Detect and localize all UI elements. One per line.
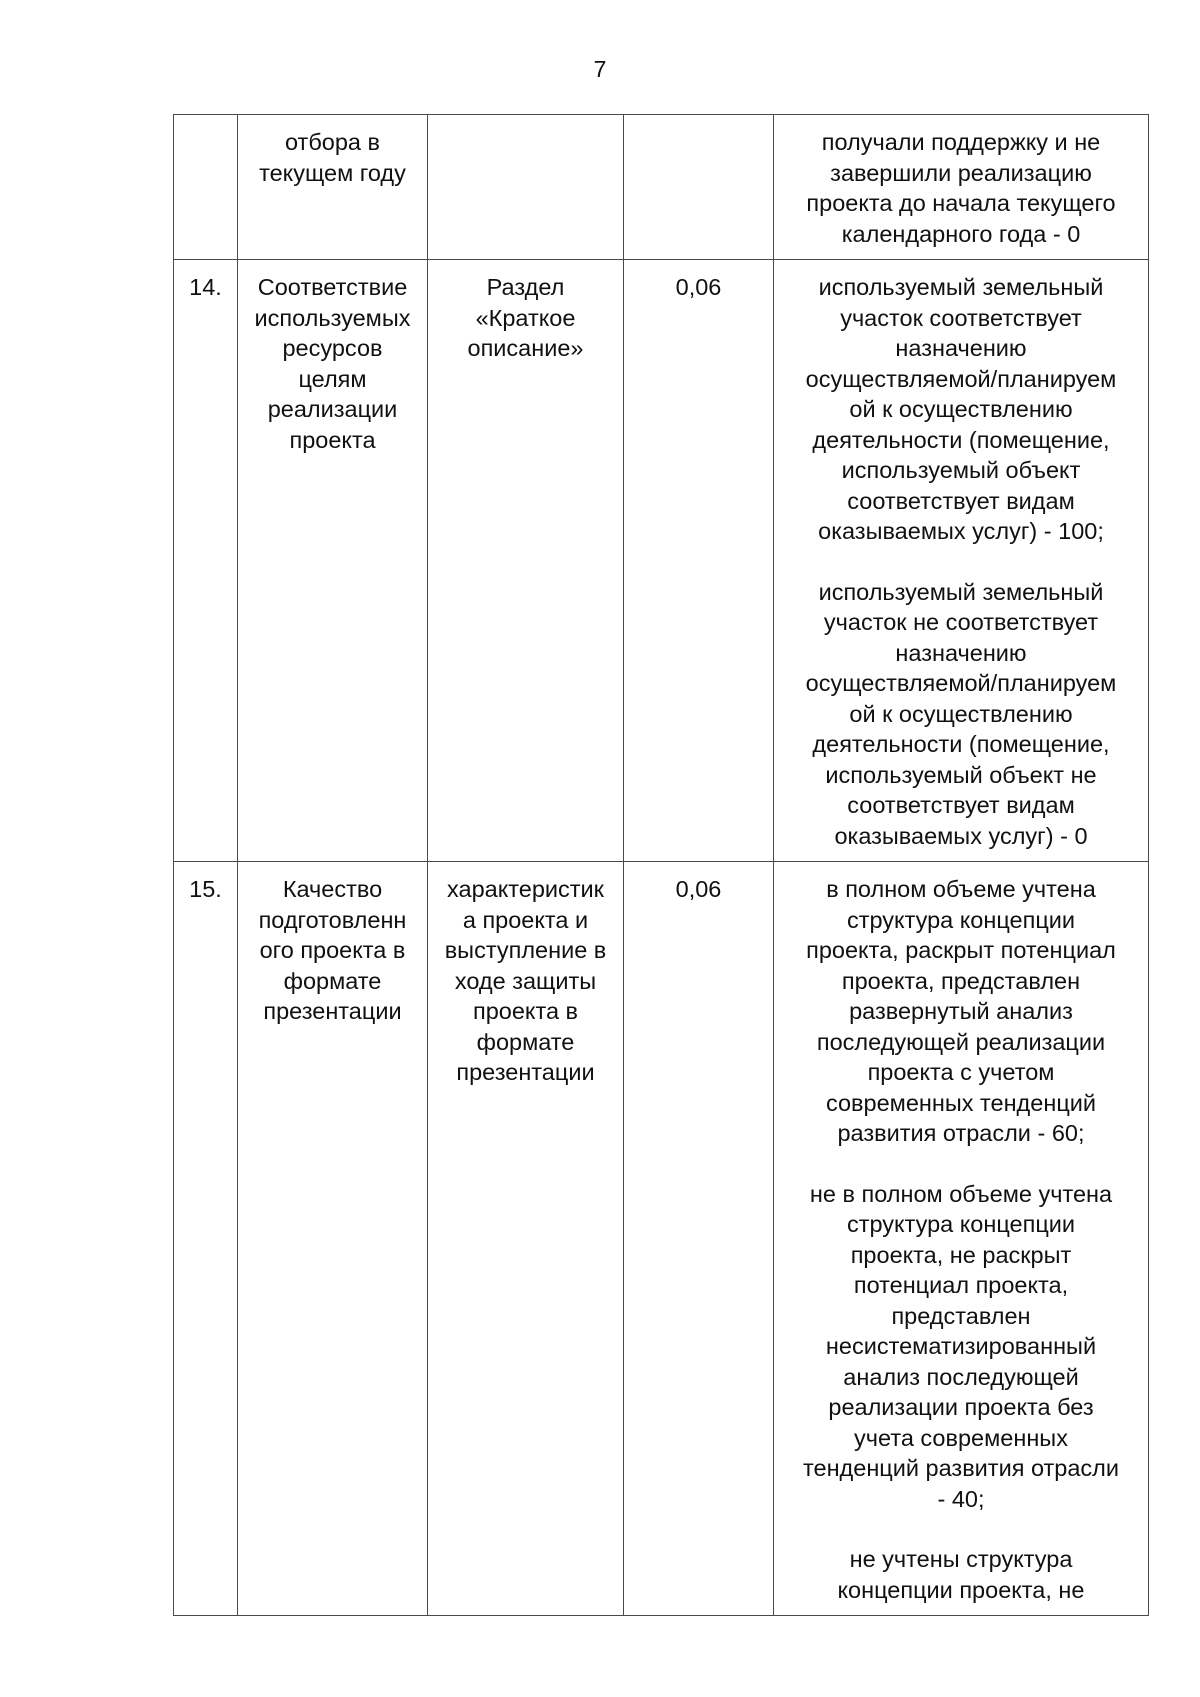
text-line: современных тенденций xyxy=(825,1089,1097,1116)
text-line: выступление в xyxy=(444,937,607,963)
text-line: ой к осуществлению xyxy=(849,700,1073,727)
text-line: подготовленн xyxy=(258,906,407,933)
text-line: Соответствие xyxy=(257,274,408,300)
scoring-paragraph xyxy=(778,1544,1144,1605)
text-line: используемый земельный xyxy=(818,578,1104,605)
source-cell xyxy=(428,862,624,1616)
text-line: проекта, раскрыт потенциал xyxy=(806,937,1116,963)
text-line: ходе защиты xyxy=(454,967,597,994)
text-line: проекта, представлен xyxy=(841,967,1081,994)
row-number-cell: 15. xyxy=(174,862,238,1616)
row-number-cell xyxy=(174,115,238,260)
text-line: получали поддержку и не xyxy=(821,129,1101,155)
scoring-paragraph xyxy=(778,127,1144,249)
criteria-table xyxy=(173,114,1149,1616)
text-line: формате xyxy=(476,1028,575,1055)
text-line: презентации xyxy=(263,998,402,1024)
text-line: развития отрасли - 60; xyxy=(837,1120,1085,1146)
scoring-cell xyxy=(774,260,1149,862)
text-line: реализации xyxy=(267,396,398,422)
scoring-paragraph xyxy=(778,874,1144,1149)
text-line: отбора в xyxy=(285,129,380,155)
text-line: участок соответствует xyxy=(840,304,1082,331)
table-row xyxy=(174,115,1149,260)
text-line: формате xyxy=(283,967,382,994)
text-line: деятельности (помещение, xyxy=(812,426,1110,453)
text-line: проекта до начала текущего xyxy=(806,190,1116,216)
text-line: назначению xyxy=(895,335,1027,361)
text-line: проекта xyxy=(289,426,376,453)
text-line: проекта, не раскрыт xyxy=(850,1241,1072,1268)
text-line: не в полном объеме учтена xyxy=(809,1180,1113,1207)
text-line: осуществляемой/планируем xyxy=(805,670,1117,696)
text-line: деятельности (помещение, xyxy=(812,731,1110,757)
text-line: завершили реализацию xyxy=(830,159,1092,186)
scoring-paragraph xyxy=(778,272,1144,547)
text-line: проекта в xyxy=(472,998,579,1024)
text-line: несистематизированный xyxy=(825,1333,1097,1359)
text-line: учета современных xyxy=(854,1424,1068,1451)
text-line: Качество xyxy=(282,876,383,902)
text-line: - 40; xyxy=(937,1485,985,1512)
text-line: не учтены структура xyxy=(849,1546,1073,1572)
table-row xyxy=(174,862,1149,1616)
text-line: используемый объект не xyxy=(825,761,1097,788)
text-line: потенциал проекта, xyxy=(853,1272,1069,1298)
criterion-cell xyxy=(238,115,428,260)
text-line: осуществляемой/планируем xyxy=(805,365,1117,392)
text-line: ой к осуществлению xyxy=(849,396,1073,422)
text-line: оказываемых услуг) - 0 xyxy=(834,822,1088,849)
text-line: назначению xyxy=(895,639,1027,666)
scoring-cell xyxy=(774,862,1149,1616)
text-line: календарного года - 0 xyxy=(841,220,1081,247)
criterion-cell xyxy=(238,862,428,1616)
table-row xyxy=(174,260,1149,862)
text-line: характеристик xyxy=(447,876,604,902)
scoring-cell xyxy=(774,115,1149,260)
text-line: структура концепции xyxy=(846,906,1076,933)
weight-cell xyxy=(624,115,774,260)
source-cell xyxy=(428,115,624,260)
text-line: а проекта и xyxy=(462,906,589,933)
text-line: проекта с учетом xyxy=(867,1059,1055,1085)
scoring-paragraph xyxy=(778,577,1144,852)
text-line: анализ последующей xyxy=(843,1363,1079,1390)
text-line: тенденций развития отрасли xyxy=(803,1455,1119,1481)
text-line: используемый объект xyxy=(841,457,1081,483)
text-line: «Краткое xyxy=(475,304,576,331)
text-line: представлен xyxy=(891,1302,1031,1329)
weight-cell: 0,06 xyxy=(624,862,774,1616)
text-line: последующей реализации xyxy=(816,1028,1106,1055)
text-line: используемых xyxy=(254,304,411,331)
page-number: 7 xyxy=(593,56,607,82)
text-line: презентации xyxy=(456,1059,595,1085)
text-line: ого проекта в xyxy=(259,937,406,963)
text-line: концепции проекта, не xyxy=(837,1576,1085,1603)
text-line: целям xyxy=(298,365,367,392)
text-line: используемый земельный xyxy=(818,274,1104,300)
text-line: оказываемых услуг) - 100; xyxy=(818,518,1104,544)
text-line: описание» xyxy=(467,335,584,361)
text-line: ресурсов xyxy=(282,335,383,361)
text-line: Раздел xyxy=(486,274,565,300)
text-line: в полном объеме учтена xyxy=(826,876,1096,902)
source-cell xyxy=(428,260,624,862)
text-line: текущем году xyxy=(259,159,406,186)
row-number-cell: 14. xyxy=(174,260,238,862)
text-line: участок не соответствует xyxy=(823,609,1099,635)
text-line: реализации проекта без xyxy=(828,1394,1094,1420)
scoring-paragraph xyxy=(778,1179,1144,1515)
criterion-cell xyxy=(238,260,428,862)
weight-cell: 0,06 xyxy=(624,260,774,862)
text-line: соответствует видам xyxy=(847,487,1075,514)
text-line: соответствует видам xyxy=(847,792,1075,818)
text-line: развернутый анализ xyxy=(849,998,1073,1024)
text-line: структура концепции xyxy=(846,1211,1076,1237)
